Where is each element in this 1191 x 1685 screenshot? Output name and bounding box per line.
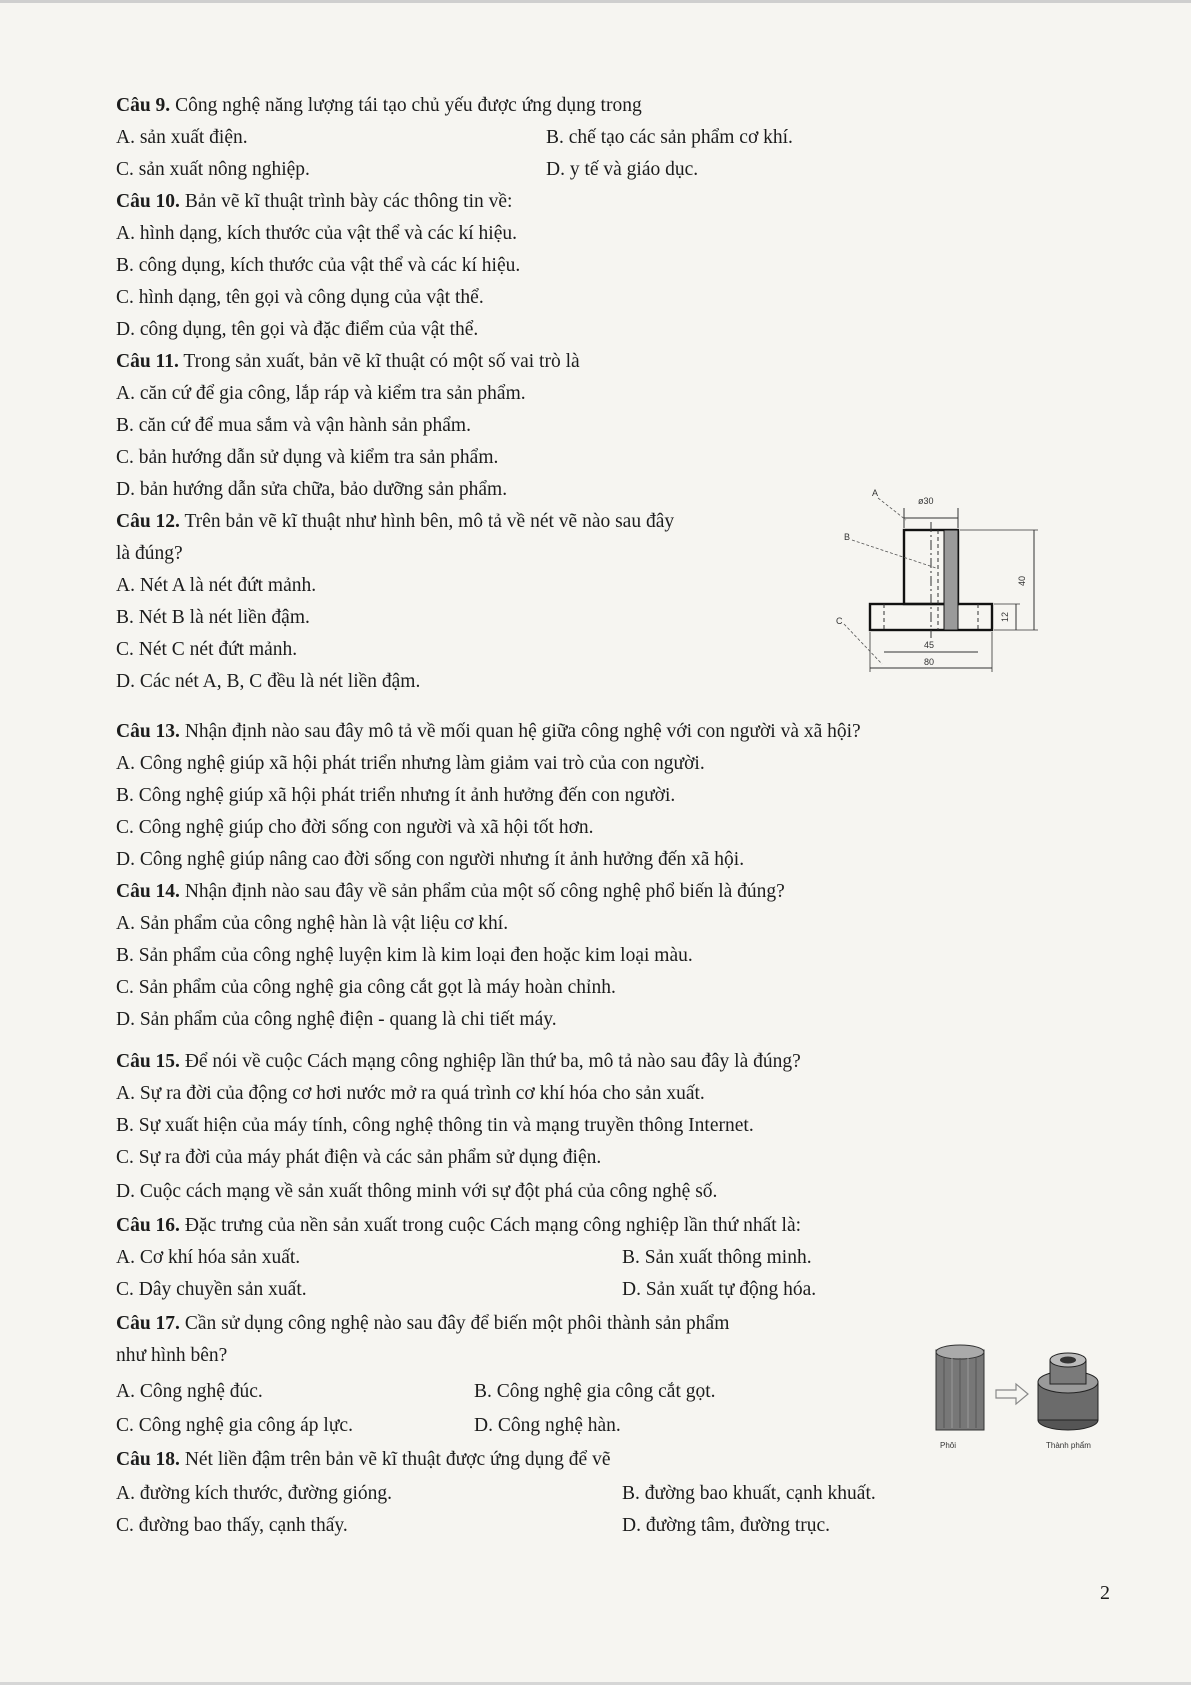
blank-to-product-figure: [930, 1342, 1110, 1454]
question-9: Câu 9. Công nghệ năng lượng tái tạo chủ yếu được ứng dụng trong: [116, 95, 642, 116]
q13-option-a: A. Công nghệ giúp xã hội phát triển nhưng làm giảm vai trò của con người.: [116, 753, 705, 774]
technical-drawing-figure: [826, 488, 1052, 688]
question-16: Câu 16. Đặc trưng của nền sản xuất trong cuộc Cách mạng công nghiệp lần thứ nhất là:: [116, 1215, 802, 1236]
q17-option-b: B. Công nghệ gia công cắt gọt.: [474, 1381, 716, 1402]
q12-option-d: D. Các nét A, B, C đều là nét liền đậm.: [116, 671, 421, 692]
q13-option-d: D. Công nghệ giúp nâng cao đời sống con người nhưng ít ảnh hưởng đến xã hội.: [116, 849, 745, 870]
q10-option-d: D. công dụng, tên gọi và đặc điểm của vật thể.: [116, 319, 479, 340]
q10-option-c: C. hình dạng, tên gọi và công dụng của vật thể.: [116, 287, 484, 308]
leader-b: [852, 540, 936, 568]
q14-option-d: D. Sản phẩm của công nghệ điện - quang là chi tiết máy.: [116, 1009, 557, 1030]
dim-label-diameter: ø30: [918, 496, 934, 506]
q14-option-a: A. Sản phẩm của công nghệ hàn là vật liệu cơ khí.: [116, 913, 509, 934]
dim-label-80: 80: [924, 657, 935, 667]
caption-product: Thành phẩm: [1046, 1441, 1091, 1450]
q10-option-b: B. công dụng, kích thước của vật thể và các kí hiệu.: [116, 255, 521, 276]
finished-part-image: [1038, 1353, 1098, 1430]
q14-option-b: B. Sản phẩm của công nghệ luyện kim là kim loại đen hoặc kim loại màu.: [116, 945, 693, 966]
q11-option-b: B. căn cứ để mua sắm và vận hành sản phẩm.: [116, 415, 471, 436]
q16-option-a: A. Cơ khí hóa sản xuất.: [116, 1247, 301, 1268]
q12-option-c: C. Nét C nét đứt mảnh.: [116, 639, 298, 660]
q15-option-d: D. Cuộc cách mạng về sản xuất thông minh với sự đột phá của công nghệ số.: [116, 1181, 718, 1202]
q14-option-c: C. Sản phẩm của công nghệ gia công cắt gọt là máy hoàn chỉnh.: [116, 977, 616, 998]
q17-option-c: C. Công nghệ gia công áp lực.: [116, 1415, 353, 1436]
q12-option-a: A. Nét A là nét đứt mảnh.: [116, 575, 317, 596]
scan-edge: [0, 0, 1191, 3]
question-11: Câu 11. Trong sản xuất, bản vẽ kĩ thuật có một số vai trò là: [116, 351, 580, 372]
question-10: Câu 10. Bản vẽ kĩ thuật trình bày các thông tin về:: [116, 191, 513, 212]
q16-option-d: D. Sản xuất tự động hóa.: [622, 1279, 817, 1300]
q11-option-d: D. bản hướng dẫn sửa chữa, bảo dưỡng sản phẩm.: [116, 479, 508, 500]
label-b: B: [844, 532, 851, 542]
q15-option-c: C. Sự ra đời của máy phát điện và các sản phẩm sử dụng điện.: [116, 1147, 602, 1168]
q12-option-b: B. Nét B là nét liền đậm.: [116, 607, 310, 628]
question-12: Câu 12. Trên bản vẽ kĩ thuật như hình bên, mô tả về nét vẽ nào sau đây: [116, 511, 675, 532]
label-c: C: [836, 616, 843, 626]
q11-option-c: C. bản hướng dẫn sử dụng và kiểm tra sản phẩm.: [116, 447, 499, 468]
blank-cylinder-image: [936, 1345, 984, 1430]
page-number: 2: [1100, 1582, 1110, 1604]
q18-option-b: B. đường bao khuất, cạnh khuất.: [622, 1483, 876, 1504]
section-hatch: [944, 530, 958, 630]
q18-option-d: D. đường tâm, đường trục.: [622, 1515, 831, 1536]
q16-option-c: C. Dây chuyền sản xuất.: [116, 1279, 307, 1300]
question-17-cont: như hình bên?: [116, 1345, 228, 1366]
q11-option-a: A. căn cứ để gia công, lắp ráp và kiểm tra sản phẩm.: [116, 383, 526, 404]
question-12-cont: là đúng?: [116, 543, 183, 564]
dim-label-45: 45: [924, 640, 935, 650]
label-a: A: [872, 488, 879, 498]
q16-option-b: B. Sản xuất thông minh.: [622, 1247, 812, 1268]
q13-option-b: B. Công nghệ giúp xã hội phát triển nhưng ít ảnh hưởng đến con người.: [116, 785, 676, 806]
q15-option-a: A. Sự ra đời của động cơ hơi nước mở ra quá trình cơ khí hóa cho sản xuất.: [116, 1083, 705, 1104]
caption-blank: Phôi: [940, 1441, 957, 1450]
q17-option-a: A. Công nghệ đúc.: [116, 1381, 263, 1402]
q9-option-a: A. sản xuất điện.: [116, 127, 248, 148]
q9-option-c: C. sản xuất nông nghiệp.: [116, 159, 310, 180]
question-14: Câu 14. Nhận định nào sau đây về sản phẩm của một số công nghệ phổ biến là đúng?: [116, 881, 785, 902]
q15-option-b: B. Sự xuất hiện của máy tính, công nghệ thông tin và mạng truyền thông Internet.: [116, 1115, 754, 1136]
question-15: Câu 15. Để nói về cuộc Cách mạng công nghiệp lần thứ ba, mô tả nào sau đây là đúng?: [116, 1051, 801, 1072]
dim-label-height: 40: [1017, 575, 1027, 586]
q18-option-c: C. đường bao thấy, cạnh thấy.: [116, 1515, 348, 1536]
question-18: Câu 18. Nét liền đậm trên bản vẽ kĩ thuật được ứng dụng để vẽ: [116, 1449, 611, 1470]
q17-option-d: D. Công nghệ hàn.: [474, 1415, 621, 1436]
dim-label-flange: 12: [1000, 611, 1010, 622]
q18-option-a: A. đường kích thước, đường gióng.: [116, 1483, 393, 1504]
arrow-icon: [996, 1384, 1028, 1404]
question-17: Câu 17. Cần sử dụng công nghệ nào sau đây để biến một phôi thành sản phẩm: [116, 1313, 730, 1334]
leader-a: [878, 498, 906, 520]
q9-option-b: B. chế tạo các sản phẩm cơ khí.: [546, 127, 793, 148]
q9-option-d: D. y tế và giáo dục.: [546, 159, 699, 180]
q10-option-a: A. hình dạng, kích thước của vật thể và các kí hiệu.: [116, 223, 517, 244]
q13-option-c: C. Công nghệ giúp cho đời sống con người và xã hội tốt hơn.: [116, 817, 594, 838]
question-13: Câu 13. Nhận định nào sau đây mô tả về mối quan hệ giữa công nghệ với con người và xã hội?: [116, 721, 861, 742]
